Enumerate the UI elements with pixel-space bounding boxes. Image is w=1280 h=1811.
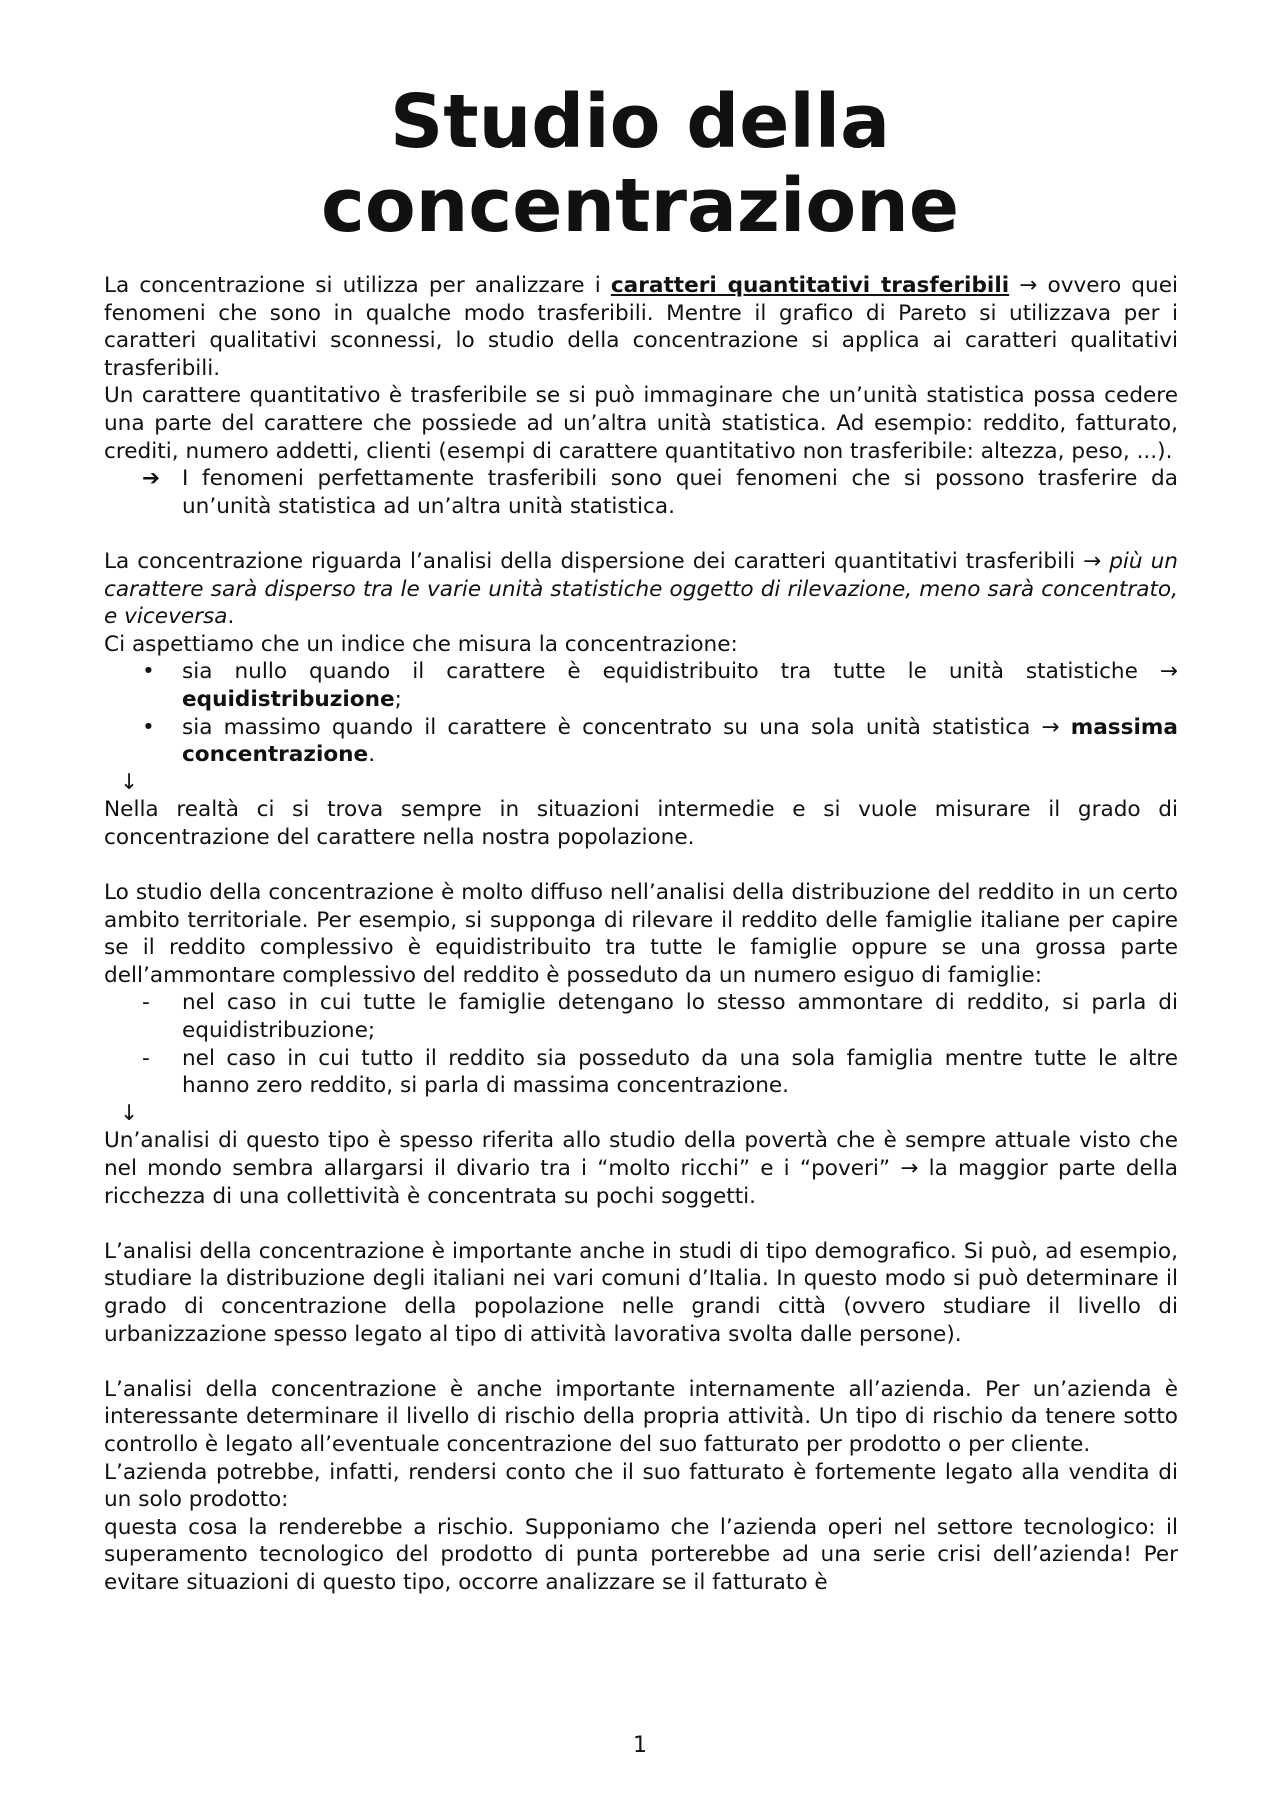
bullet-end: . (368, 742, 376, 768)
paragraph-company-risk: L’azienda potrebbe, infatti, rendersi conto che il suo fatturato è fortemente legato alla vendita di un solo prodotto: (104, 1459, 1178, 1513)
bullet-item (104, 658, 1178, 713)
bullet-text: sia nullo quando il carattere è equidistribuito tra tutte le unità statistiche → (182, 659, 1178, 685)
paragraph-income: Lo studio della concentrazione è molto diffuso nell’analisi della distribuzione del reddito in un certo ambito territoriale. Per esempio, si supponga di rilevare il reddito delle famiglie italiane per capire se il reddito complessivo è equidistribuito tra tutte le famiglie oppure se una grossa parte dell’ammontare complessivo del reddito è posseduto da un numero esiguo di famiglie: (104, 880, 1178, 988)
paragraph-poverty: Un’analisi di questo tipo è spesso riferita allo studio della povertà che è sempre attuale visto che nel mondo sembra allargarsi il divario tra i “molto ricchi” e i “poveri” → la maggior parte della ricchezza di una collettività è concentrata su pochi soggetti. (104, 1128, 1178, 1209)
paragraph-intermediate: Nella realtà ci si trova sempre in situazioni intermedie e si vuole misurare il grado di concentrazione del carattere nella nostra popolazione. (104, 797, 1178, 850)
dash-item (104, 989, 1178, 1044)
page-title (0, 80, 1280, 248)
key-term: caratteri quantitativi trasferibili (610, 273, 1010, 298)
dash-text: nel caso in cui tutte le famiglie detengano lo stesso ammontare di reddito, si parla di equidistribuzione; (182, 990, 1178, 1044)
paragraph-intro (104, 272, 1178, 382)
dash-text: nel caso in cui tutto il reddito sia posseduto da una sola famiglia mentre tutte le altre hanno zero reddito, si parla di massima concentrazione. (182, 1045, 1178, 1099)
paragraph-dispersion (104, 548, 1178, 631)
intro-text-end: → ovvero quei fenomeni che sono in qualche modo trasferibili. Mentre il grafico di Pareto si utilizzava per i caratteri qualitativi sconnessi, lo studio della concentrazione si applica ai caratteri qualitativi trasferibili. (104, 273, 1178, 381)
down-arrow-icon: ↓ (120, 1100, 139, 1126)
arrow-list-item (104, 465, 1178, 520)
arrow-item-text: I fenomeni perfettamente trasferibili sono quei fenomeni che si possono trasferire da un’unità statistica ad un’altra unità statistica. (182, 466, 1178, 519)
paragraph-expectation: Ci aspettiamo che un indice che misura la concentrazione: (104, 631, 738, 657)
bullet-item (104, 714, 1178, 769)
bullet-text: sia massimo quando il carattere è concentrato su una sola unità statistica → (182, 714, 1071, 740)
dispersion-text: La concentrazione riguarda l’analisi della dispersione dei caratteri quantitativi trasferibili (104, 548, 1084, 574)
paragraph-definition: Un carattere quantitativo è trasferibile se si può immaginare che un’unità statistica possa cedere una parte del carattere che possiede ad un’altra unità statistica. Ad esempio: reddito, fatturato, crediti, numero addetti, clienti (esempi di carattere quantitativo non trasferibile: altezza, peso, ...). (104, 383, 1178, 464)
dispersion-end: . (227, 604, 235, 630)
page-number: 1 (633, 1733, 647, 1758)
bullet-bold: massima concentrazione (182, 714, 1178, 768)
bullet-icon: • (142, 659, 155, 685)
bullet-end: ; (394, 686, 402, 712)
down-arrow-icon: ↓ (120, 769, 139, 795)
document-body (104, 272, 1178, 1597)
title-line-1: Studio della (389, 79, 891, 165)
paragraph-demographic: L’analisi della concentrazione è importante anche in studi di tipo demografico. Si può, ad esempio, studiare la distribuzione degli italiani nei vari comuni d’Italia. In questo modo si può determinare il grado di concentrazione della popolazione nelle grandi città (ovvero studiare il livello di urbanizzazione spesso legato al tipo di attività lavorativa svolta dalle persone). (104, 1238, 1178, 1347)
title-line-2: concentrazione (320, 163, 960, 249)
paragraph-company: L’analisi della concentrazione è anche importante internamente all’azienda. Per un’azienda è interessante determinare il livello di rischio della propria attività. Un tipo di rischio da tenere sotto controllo è legato all’eventuale concentrazione del suo fatturato per prodotto o per cliente. (104, 1376, 1178, 1457)
intro-text-start: La concentrazione si utilizza per analizzare i (104, 273, 611, 298)
dash-icon: - (142, 990, 150, 1016)
dash-item (104, 1045, 1178, 1100)
dash-icon: - (142, 1045, 150, 1071)
bullet-icon: • (142, 714, 155, 740)
bullet-bold: equidistribuzione (182, 686, 395, 712)
arrow-icon: ➔ (142, 466, 161, 492)
dispersion-italic: → più un carattere sarà disperso tra le varie unità statistiche oggetto di rilevazione, meno sarà concentrato, e viceversa (104, 548, 1178, 630)
paragraph-company-example: questa cosa la renderebbe a rischio. Supponiamo che l’azienda operi nel settore tecnologico: il superamento tecnologico del prodotto di punta porterebbe ad una serie crisi dell’azienda! Per evitare situazioni di questo tipo, occorre analizzare se il fatturato è (104, 1514, 1178, 1595)
